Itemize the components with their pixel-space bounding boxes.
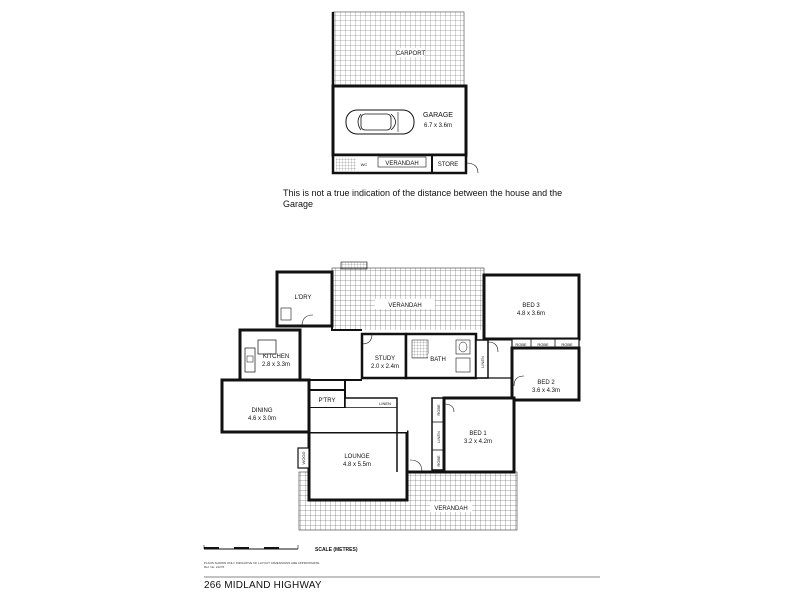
kitchen-label: KITCHEN — [262, 354, 290, 360]
study-label: STUDY — [374, 356, 396, 362]
wood-label: WOOD — [301, 451, 306, 465]
linen3-label: LINEN — [436, 431, 441, 443]
front-verandah-label: VERANDAH — [434, 506, 468, 512]
bed3-size: 4.8 x 3.6m — [516, 311, 546, 317]
property-address: 266 MIDLAND HIGHWAY — [204, 580, 322, 591]
garage-size: 6.7 x 3.6m — [423, 123, 453, 129]
garage-label: GARAGE — [423, 112, 453, 119]
robe5-label: ROBE — [436, 455, 441, 467]
outbuilding-verandah-label: VERANDAH — [385, 161, 419, 167]
bed1-label: BED 1 — [469, 431, 487, 437]
linen2-label: LINEN — [379, 401, 391, 406]
bed2-size: 3.6 x 4.3m — [531, 388, 561, 394]
dining-label: DINING — [251, 408, 273, 414]
dining-room — [222, 380, 309, 432]
store-label: STORE — [437, 162, 459, 168]
study-size: 2.0 x 2.4m — [370, 364, 400, 370]
bed2-label: BED 2 — [537, 380, 555, 386]
robe4-label: ROBE — [436, 404, 441, 416]
lounge-size: 4.8 x 5.5m — [342, 462, 372, 468]
robe1-label: ROBE — [515, 342, 527, 347]
scale-title: SCALE (METRES) — [315, 547, 358, 553]
car-icon — [346, 110, 414, 134]
wc-label: WC — [360, 162, 368, 167]
rear-verandah-label: VERANDAH — [388, 303, 422, 309]
linen1-label: LINEN — [480, 356, 485, 368]
bath-tiles — [412, 340, 428, 358]
bath-label: BATH — [430, 357, 446, 363]
bed3-label: BED 3 — [522, 303, 540, 309]
lounge-label: LOUNGE — [344, 454, 370, 460]
carport-label: CARPORT — [395, 51, 426, 57]
outbuilding — [333, 12, 478, 173]
house — [222, 262, 579, 530]
bed1-size: 3.2 x 4.2m — [463, 439, 493, 445]
disclaimer: PLANS SHOWN ONLY INDICATIVE OF LAYOUT. DIMENSIONS ARE APPROXIMATE. Ref. No: 21276 — [204, 561, 321, 569]
dining-size: 4.6 x 3.0m — [247, 416, 277, 422]
robe3-label: ROBE — [561, 342, 573, 347]
wc-tiles — [336, 158, 356, 171]
kitchen-size: 2.8 x 3.3m — [261, 362, 291, 368]
robe2-label: ROBE — [537, 342, 549, 347]
distance-note: This is not a true indication of the distance between the house and the Garage — [283, 188, 563, 209]
pantry-label: P'TRY — [318, 398, 336, 404]
laundry-label: L'DRY — [294, 295, 312, 301]
